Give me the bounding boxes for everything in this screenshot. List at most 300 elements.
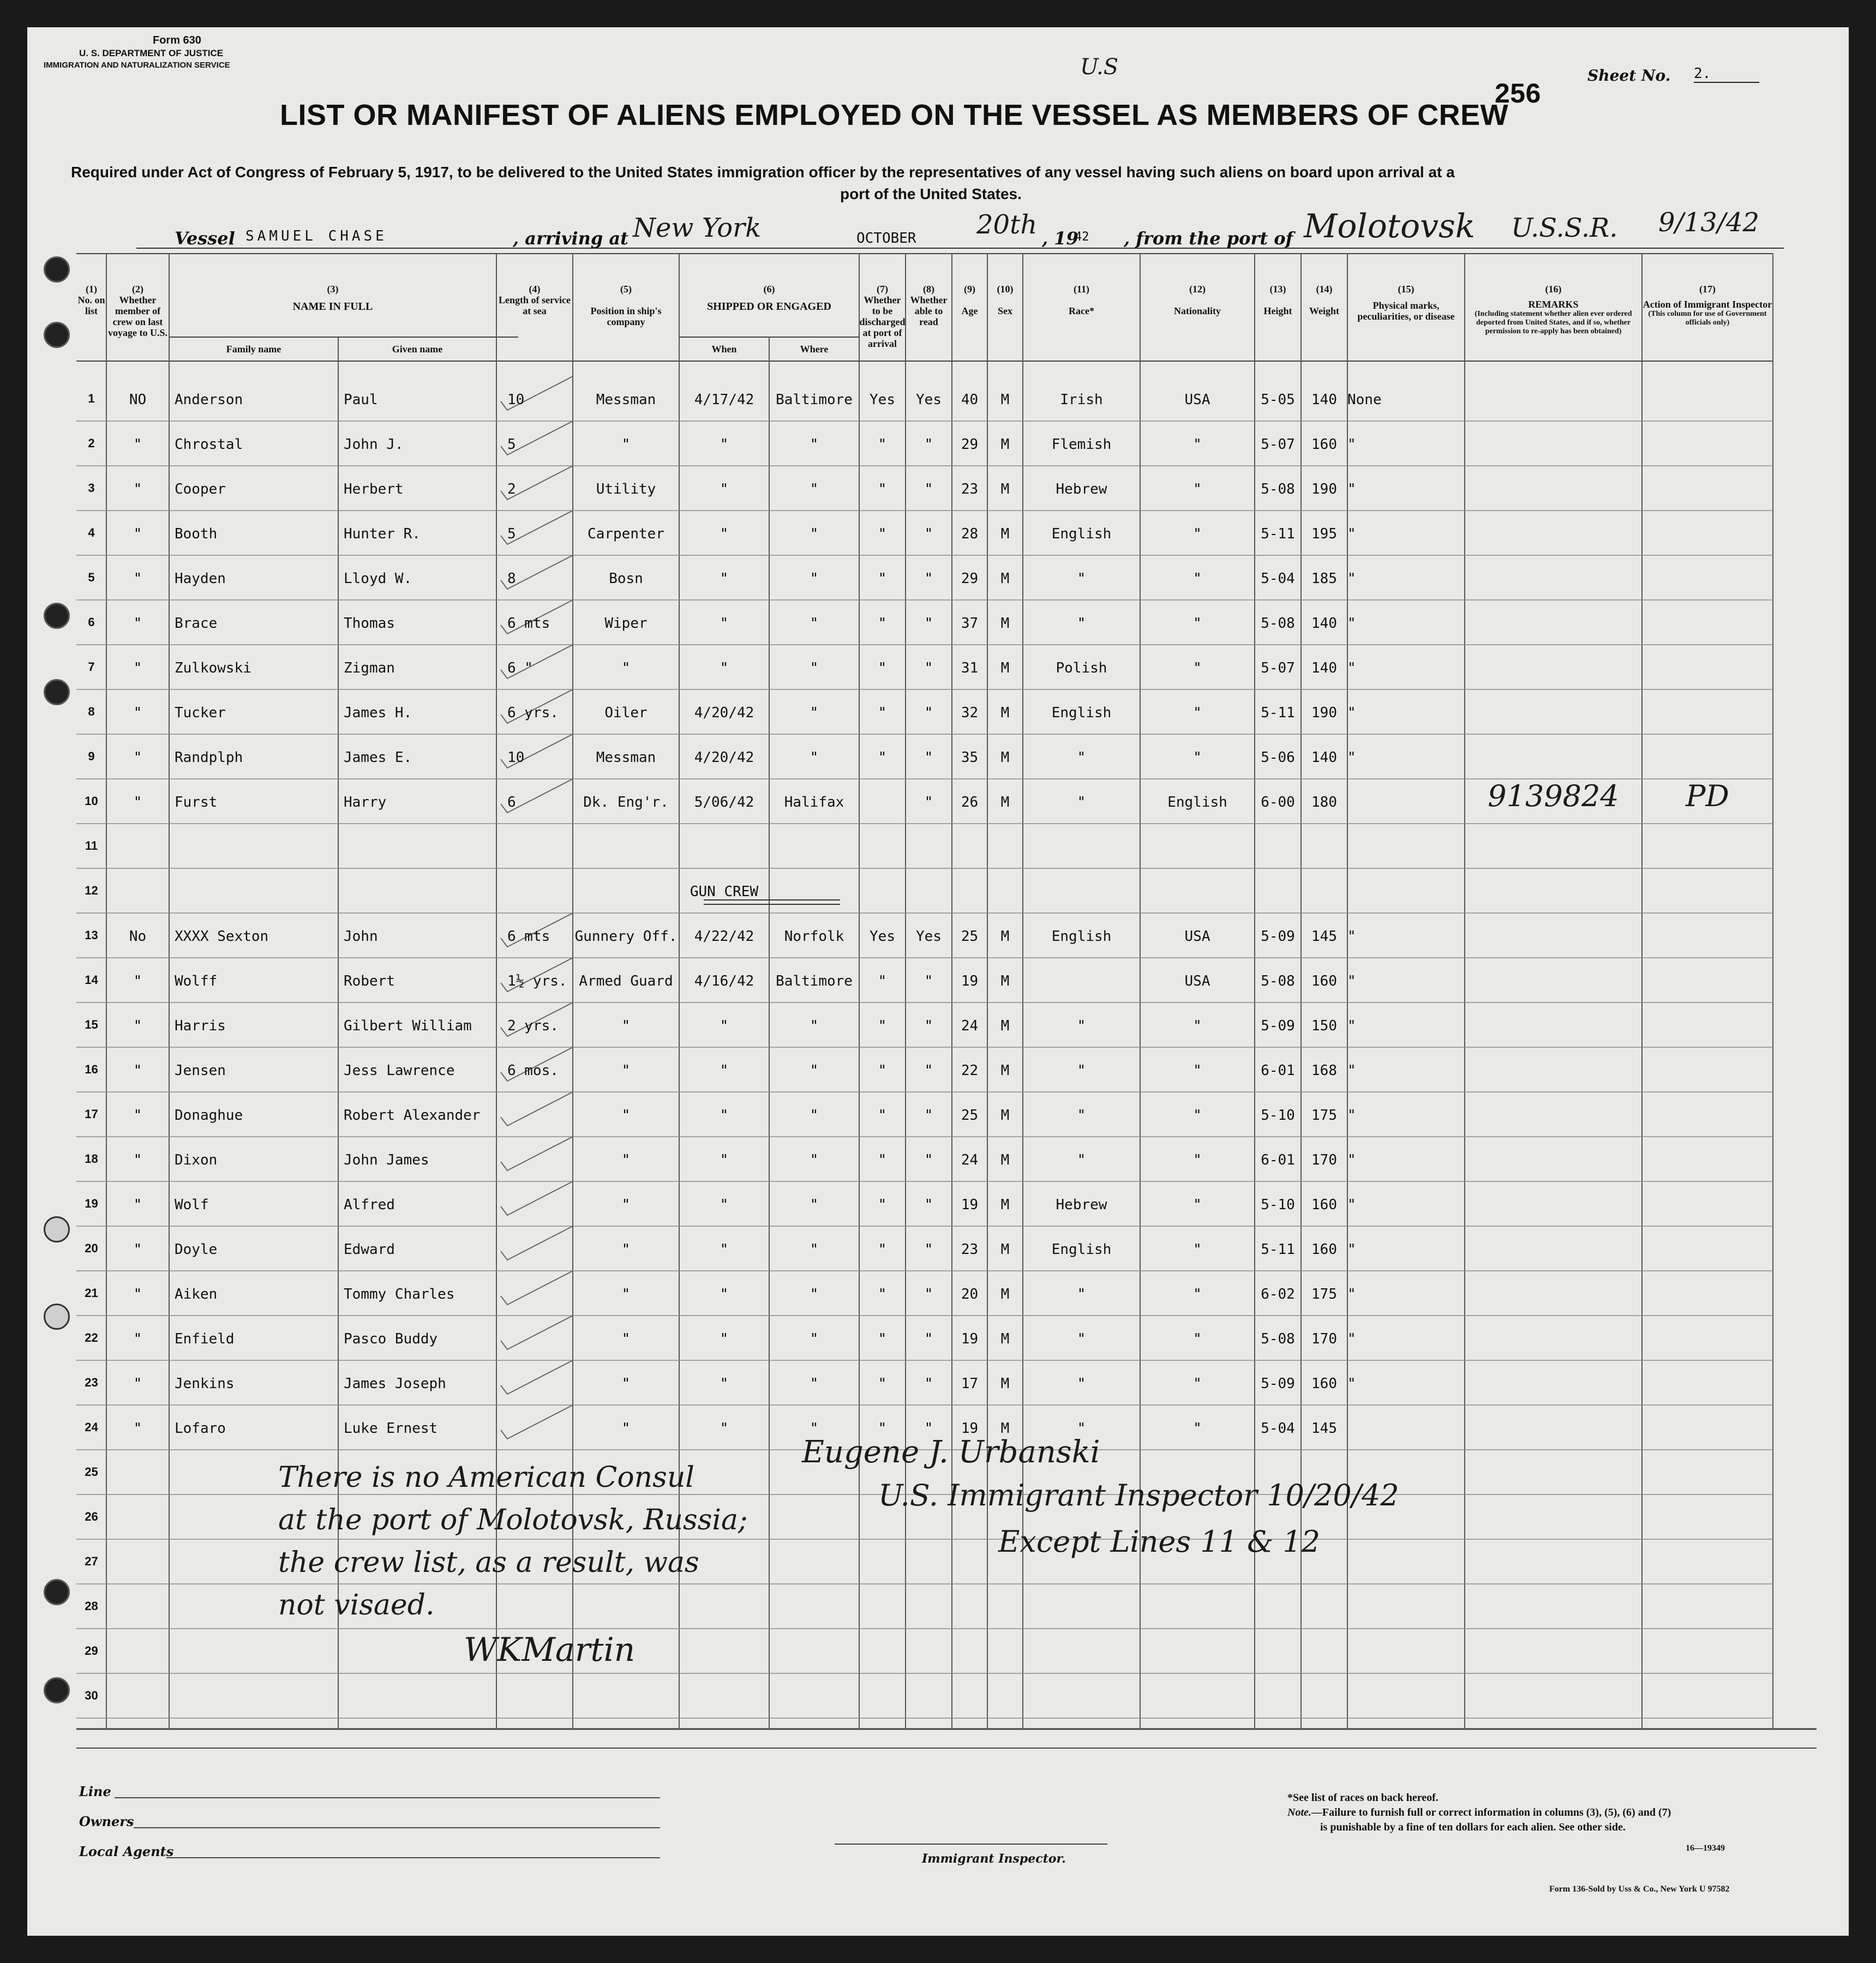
fine-note-line1: Note.—Failure to furnish full or correct information in columns (3), (5), (6) and (7): [1287, 1806, 1671, 1818]
from-date: 9/13/42: [1658, 207, 1760, 238]
cell-given: Paul: [344, 392, 378, 408]
cell-family: Jenkins: [175, 1376, 235, 1392]
footer-agents-rule: [166, 1857, 660, 1858]
cell-family: Enfield: [175, 1331, 235, 1347]
cell-given: John J.: [344, 436, 404, 453]
cell-where: Norfolk: [784, 928, 844, 945]
col12-header: (12) Nationality: [1173, 284, 1221, 316]
cell-discharged: ": [878, 1241, 887, 1258]
cell-given: Hunter R.: [344, 526, 421, 542]
cell-no: 18: [85, 1152, 98, 1166]
cell-where: ": [810, 1241, 819, 1258]
cell-discharged: ": [878, 1152, 887, 1168]
cell-age: 28: [961, 526, 979, 542]
cell-marks: ": [1347, 571, 1356, 587]
cell-no: 3: [88, 481, 95, 495]
cell-nationality: ": [1193, 1107, 1202, 1124]
service-check-mark: [501, 1271, 573, 1305]
cell-read: ": [924, 436, 933, 453]
cell-when: ": [720, 1286, 729, 1302]
cell-weight: 145: [1311, 1420, 1337, 1437]
sheet-number: 2.: [1694, 65, 1759, 83]
cell-height: 5-11: [1261, 1241, 1295, 1258]
cell-marks: ": [1347, 928, 1356, 945]
cell-marks: ": [1347, 1018, 1356, 1034]
cell-family: Anderson: [175, 392, 243, 408]
cell-height: 5-10: [1261, 1107, 1295, 1124]
cell-height: 5-09: [1261, 1376, 1295, 1392]
cell-sex: M: [1000, 749, 1010, 766]
cell-weight: 160: [1311, 1197, 1337, 1213]
cell-race: ": [1077, 1376, 1086, 1392]
cell-marks: ": [1347, 1062, 1356, 1079]
footer-owners-rule: [134, 1827, 660, 1828]
cell-discharged: ": [878, 1018, 887, 1034]
cell-weight: 170: [1311, 1331, 1337, 1347]
cell-height: 5-11: [1261, 526, 1295, 542]
cell-weight: 190: [1311, 481, 1337, 497]
cell-when: 4/20/42: [694, 705, 754, 721]
cell-nationality: ": [1193, 705, 1202, 721]
cell-prev: ": [133, 481, 142, 497]
cell-given: Herbert: [344, 481, 404, 497]
cell-position: ": [621, 1286, 631, 1302]
cell-sex: M: [1000, 1018, 1010, 1034]
col6-header: (6) SHIPPED OR ENGAGED: [707, 284, 831, 313]
col5-header: (5) Position in ship's company: [590, 284, 662, 327]
cell-sex: M: [1000, 436, 1010, 453]
cell-family: Jensen: [175, 1062, 226, 1079]
cell-discharged: ": [878, 1107, 887, 1124]
cell-position: ": [621, 1152, 631, 1168]
cell-age: 24: [961, 1018, 979, 1034]
cell-prev: No: [129, 928, 147, 945]
cell-prev: ": [133, 615, 142, 632]
cell-prev: ": [133, 1197, 142, 1213]
cell-nationality: ": [1193, 615, 1202, 632]
cell-nationality: ": [1193, 1018, 1202, 1034]
footer-owners-label: Owners: [79, 1814, 134, 1829]
cell-sex: M: [1000, 571, 1010, 587]
cell-marks: ": [1347, 1286, 1356, 1302]
cell-weight: 170: [1311, 1152, 1337, 1168]
cell-discharged: ": [878, 526, 887, 542]
cell-age: 23: [961, 481, 979, 497]
cell-family: Cooper: [175, 481, 226, 497]
cell-discharged: ": [878, 749, 887, 766]
cell-family: Harris: [175, 1018, 226, 1034]
col17-header: (17) Action of Immigrant Inspector (This column for use of Government officials only): [1643, 284, 1772, 327]
cell-weight: 145: [1311, 928, 1337, 945]
cell-marks: ": [1347, 436, 1356, 453]
cell-read: ": [924, 1197, 933, 1213]
cell-marks: ": [1347, 526, 1356, 542]
cell-prev: ": [133, 660, 142, 676]
cell-age: 25: [961, 928, 979, 945]
year-label: , 19: [1042, 228, 1078, 249]
cell-marks: ": [1347, 1331, 1356, 1347]
service-check-mark: [501, 1360, 573, 1394]
cell-remarks: 9139824: [1488, 779, 1619, 813]
cell-family: Donaghue: [175, 1107, 243, 1124]
cell-sex: M: [1000, 392, 1010, 408]
cell-age: 31: [961, 660, 979, 676]
cell-discharged: ": [878, 1420, 887, 1437]
cell-marks: ": [1347, 973, 1356, 989]
cell-prev: ": [133, 571, 142, 587]
cell-race: ": [1077, 1152, 1086, 1168]
cell-race: English: [1051, 705, 1112, 721]
cell-when: 4/16/42: [694, 973, 754, 989]
cell-where: ": [810, 436, 819, 453]
cell-position: ": [621, 1107, 631, 1124]
cell-age: 40: [961, 392, 979, 408]
cell-sex: M: [1000, 1420, 1010, 1437]
cell-where: Baltimore: [776, 973, 853, 989]
cell-no: 24: [85, 1420, 98, 1434]
cell-when: ": [720, 1376, 729, 1392]
cell-position: Dk. Eng'r.: [583, 794, 669, 811]
arriving-label: , arriving at: [513, 228, 628, 249]
cell-discharged: ": [878, 973, 887, 989]
department-name: U. S. DEPARTMENT OF JUSTICE: [79, 48, 224, 58]
cell-prev: ": [133, 1286, 142, 1302]
cell-age: 19: [961, 1420, 979, 1437]
cell-discharged: ": [878, 1197, 887, 1213]
cell-height: 6-01: [1261, 1062, 1295, 1079]
cell-when: ": [720, 1018, 729, 1034]
cell-position: ": [621, 1331, 631, 1347]
cell-given: Robert: [344, 973, 395, 989]
cell-position: ": [621, 660, 631, 676]
cell-position: ": [621, 1241, 631, 1258]
consul-signature: WKMartin: [464, 1631, 636, 1669]
cell-marks: ": [1347, 481, 1356, 497]
cell-when: ": [720, 1152, 729, 1168]
cell-read: ": [924, 1241, 933, 1258]
cell-no: 11: [85, 839, 98, 853]
cell-no: 9: [88, 749, 95, 763]
cell-sex: M: [1000, 615, 1010, 632]
cell-race: ": [1077, 1062, 1086, 1079]
from-country: U.S.S.R.: [1511, 213, 1618, 243]
subtitle-line2: port of the United States.: [840, 185, 1022, 202]
cell-prev: ": [133, 1420, 142, 1437]
cell-given: James E.: [344, 749, 412, 766]
cell-race: ": [1077, 1331, 1086, 1347]
cell-no: 14: [85, 973, 98, 987]
inspector-title: U.S. Immigrant Inspector 10/20/42: [878, 1478, 1399, 1512]
cell-race: English: [1051, 928, 1112, 945]
cell-when: ": [720, 481, 729, 497]
cell-marks: ": [1347, 749, 1356, 766]
cell-family: Wolff: [175, 973, 218, 989]
col3-header: (3) NAME IN FULL: [292, 284, 373, 313]
cell-sex: M: [1000, 973, 1010, 989]
cell-no: 30: [85, 1689, 98, 1702]
cell-given: Tommy Charles: [344, 1286, 455, 1302]
cell-when: ": [720, 1331, 729, 1347]
cell-family: Chrostal: [175, 436, 243, 453]
cell-read: ": [924, 526, 933, 542]
cell-height: 6-00: [1261, 794, 1295, 811]
printer-note: Form 136-Sold by Uss & Co., New York U 97582: [1549, 1884, 1730, 1894]
cell-sex: M: [1000, 481, 1010, 497]
cell-position: Utility: [596, 481, 656, 497]
cell-given: Robert Alexander: [344, 1107, 481, 1124]
cell-sex: M: [1000, 928, 1010, 945]
cell-prev: NO: [129, 392, 147, 408]
cell-nationality: ": [1193, 1376, 1202, 1392]
cell-weight: 140: [1311, 660, 1337, 676]
cell-discharged: ": [878, 615, 887, 632]
cell-where: ": [810, 1331, 819, 1347]
cell-read: ": [924, 1286, 933, 1302]
cell-no: 6: [88, 615, 95, 629]
cell-nationality: ": [1193, 1286, 1202, 1302]
cell-height: 6-01: [1261, 1152, 1295, 1168]
cell-weight: 160: [1311, 1376, 1337, 1392]
service-check-mark: [501, 1181, 573, 1215]
cell-where: Halifax: [784, 794, 844, 811]
cell-height: 5-07: [1261, 436, 1295, 453]
cell-service: 6 ": [507, 660, 533, 676]
cell-when: GUN CREW: [690, 884, 759, 900]
cell-when: ": [720, 571, 729, 587]
from-port: Molotovsk: [1304, 207, 1476, 245]
cell-read: ": [924, 1152, 933, 1168]
cell-nationality: ": [1193, 1420, 1202, 1437]
cell-family: Furst: [175, 794, 218, 811]
cell-where: ": [810, 1197, 819, 1213]
cell-position: Oiler: [604, 705, 648, 721]
cell-prev: ": [133, 794, 142, 811]
cell-no: 15: [85, 1018, 98, 1031]
col6-where-header: Where: [800, 344, 829, 355]
cell-height: 5-04: [1261, 1420, 1295, 1437]
cell-family: Wolf: [175, 1197, 209, 1213]
cell-read: ": [924, 660, 933, 676]
vessel-name: SAMUEL CHASE: [245, 228, 387, 244]
cell-prev: ": [133, 1241, 142, 1258]
cell-weight: 175: [1311, 1107, 1337, 1124]
cell-sex: M: [1000, 1107, 1010, 1124]
cell-discharged: ": [878, 436, 887, 453]
col2-header: (2) Whether member of crew on last voyage to U.S.: [108, 284, 167, 338]
col9-header: (9) Age: [961, 284, 978, 316]
cell-weight: 190: [1311, 705, 1337, 721]
cell-read: ": [924, 1420, 933, 1437]
cell-family: Hayden: [175, 571, 226, 587]
cell-discharged: ": [878, 481, 887, 497]
cell-age: 32: [961, 705, 979, 721]
cell-marks: ": [1347, 705, 1356, 721]
cell-age: 26: [961, 794, 979, 811]
cell-prev: ": [133, 1107, 142, 1124]
cell-height: 5-08: [1261, 1331, 1295, 1347]
cell-position: ": [621, 1420, 631, 1437]
cell-age: 37: [961, 615, 979, 632]
cell-sex: M: [1000, 794, 1010, 811]
cell-weight: 140: [1311, 392, 1337, 408]
service-check-mark: [501, 1137, 573, 1170]
cell-read: ": [924, 1018, 933, 1034]
cell-nationality: USA: [1184, 973, 1210, 989]
cell-service: 10: [507, 749, 525, 766]
cell-family: Randplph: [175, 749, 243, 766]
cell-given: Gilbert William: [344, 1018, 472, 1034]
cell-prev: ": [133, 1018, 142, 1034]
cell-no: 26: [85, 1510, 98, 1523]
title-annotation: U.S: [1080, 55, 1119, 80]
cell-sex: M: [1000, 660, 1010, 676]
cell-age: 29: [961, 436, 979, 453]
cell-prev: ": [133, 436, 142, 453]
cell-where: ": [810, 1286, 819, 1302]
cell-prev: ": [133, 1331, 142, 1347]
cell-prev: ": [133, 1376, 142, 1392]
cell-family: Tucker: [175, 705, 226, 721]
cell-read: ": [924, 1331, 933, 1347]
cell-height: 5-11: [1261, 705, 1295, 721]
cell-read: ": [924, 571, 933, 587]
col13-header: (13) Height: [1263, 284, 1292, 316]
form-number: Form 630: [153, 34, 201, 46]
sheet-label: Sheet No.: [1587, 67, 1671, 85]
cell-where: ": [810, 615, 819, 632]
cell-nationality: English: [1167, 794, 1227, 811]
cell-nationality: ": [1193, 526, 1202, 542]
cell-service: 10: [507, 392, 525, 408]
cell-read: ": [924, 615, 933, 632]
cell-service: 2: [507, 481, 516, 497]
cell-race: ": [1077, 1107, 1086, 1124]
cell-weight: 168: [1311, 1062, 1337, 1079]
cell-when: ": [720, 1062, 729, 1079]
arrival-year: 42: [1075, 230, 1089, 244]
cell-service: 6 mts: [507, 615, 550, 632]
races-note: *See list of races on back hereof.: [1287, 1792, 1439, 1804]
cell-read: ": [924, 1376, 933, 1392]
cell-age: 19: [961, 1331, 979, 1347]
cell-when: ": [720, 1420, 729, 1437]
cell-no: 25: [85, 1465, 98, 1479]
cell-read: ": [924, 1107, 933, 1124]
cell-family: Lofaro: [175, 1420, 226, 1437]
cell-when: 5/06/42: [694, 794, 754, 811]
cell-nationality: ": [1193, 1152, 1202, 1168]
cell-age: 20: [961, 1286, 979, 1302]
cell-where: ": [810, 1152, 819, 1168]
cell-sex: M: [1000, 1331, 1010, 1347]
cell-weight: 150: [1311, 1018, 1337, 1034]
cell-service: 6 yrs.: [507, 705, 559, 721]
cell-given: Pasco Buddy: [344, 1331, 438, 1347]
col11-header: (11) Race*: [1069, 284, 1094, 316]
cell-no: 29: [85, 1644, 98, 1658]
cell-read: ": [924, 705, 933, 721]
cell-prev: ": [133, 1152, 142, 1168]
cell-height: 5-10: [1261, 1197, 1295, 1213]
cell-no: 7: [88, 660, 95, 674]
cell-race: ": [1077, 749, 1086, 766]
cell-sex: M: [1000, 1286, 1010, 1302]
cell-prev: ": [133, 705, 142, 721]
cell-position: ": [621, 1062, 631, 1079]
cell-given: Thomas: [344, 615, 395, 632]
cell-prev: ": [133, 749, 142, 766]
cell-race: ": [1077, 1420, 1086, 1437]
service-check-mark: [501, 1405, 573, 1439]
cell-race: ": [1077, 615, 1086, 632]
cell-nationality: ": [1193, 1331, 1202, 1347]
service-check-mark: [501, 1316, 573, 1349]
cell-sex: M: [1000, 705, 1010, 721]
cell-race: ": [1077, 1018, 1086, 1034]
cell-given: Alfred: [344, 1197, 395, 1213]
cell-discharged: ": [878, 1062, 887, 1079]
cell-age: 19: [961, 1197, 979, 1213]
cell-given: Jess Lawrence: [344, 1062, 455, 1079]
cell-where: ": [810, 1018, 819, 1034]
cell-marks: None: [1347, 392, 1382, 408]
footer-inspector-label: Immigrant Inspector.: [922, 1852, 1066, 1866]
cell-where: ": [810, 705, 819, 721]
cell-service: 6: [507, 794, 516, 811]
cell-no: 27: [85, 1554, 98, 1568]
cell-nationality: ": [1193, 481, 1202, 497]
cell-family: Booth: [175, 526, 218, 542]
cell-when: ": [720, 1241, 729, 1258]
cell-where: ": [810, 1107, 819, 1124]
cell-age: 17: [961, 1376, 979, 1392]
cell-race: ": [1077, 571, 1086, 587]
cell-no: 21: [85, 1286, 98, 1300]
cell-given: Lloyd W.: [344, 571, 412, 587]
cell-when: ": [720, 1107, 729, 1124]
col7-header: (7) Whether to be discharged at port of arrival: [859, 284, 906, 349]
cell-read: Yes: [916, 392, 942, 408]
cell-no: 2: [88, 436, 95, 450]
cell-service: 6 mos.: [507, 1062, 559, 1079]
cell-family: Dixon: [175, 1152, 218, 1168]
consul-note: There is no American Consul at the port of Molotovsk, Russia; the crew list, as a result, was not visaed.: [278, 1461, 748, 1622]
cell-when: 4/22/42: [694, 928, 754, 945]
cell-where: ": [810, 571, 819, 587]
page-number: 256: [1495, 78, 1541, 109]
cell-given: John: [344, 928, 378, 945]
cell-where: ": [810, 1376, 819, 1392]
cell-action: PD: [1686, 779, 1729, 813]
col16-header: (16) REMARKS (Including statement whether alien ever ordered deported from United States, and if so, whether permission to re-apply has been obtained): [1475, 284, 1632, 335]
cell-discharged: ": [878, 571, 887, 587]
cell-marks: ": [1347, 660, 1356, 676]
cell-height: 6-02: [1261, 1286, 1295, 1302]
cell-prev: ": [133, 1062, 142, 1079]
cell-discharged: Yes: [870, 392, 895, 408]
cell-when: ": [720, 526, 729, 542]
cell-age: 22: [961, 1062, 979, 1079]
inspector-signature: Eugene J. Urbanski: [802, 1434, 1100, 1470]
cell-age: 24: [961, 1152, 979, 1168]
cell-height: 5-06: [1261, 749, 1295, 766]
cell-given: James Joseph: [344, 1376, 446, 1392]
cell-read: ": [924, 973, 933, 989]
subtitle-line1: Required under Act of Congress of February 5, 1917, to be delivered to the United States immigration officer by the representatives of any vessel having such aliens on board upon arrival at a: [71, 164, 1455, 181]
from-label: , from the port of: [1124, 228, 1293, 249]
cell-position: Gunnery Off.: [574, 928, 678, 945]
cell-discharged: Yes: [870, 928, 895, 945]
